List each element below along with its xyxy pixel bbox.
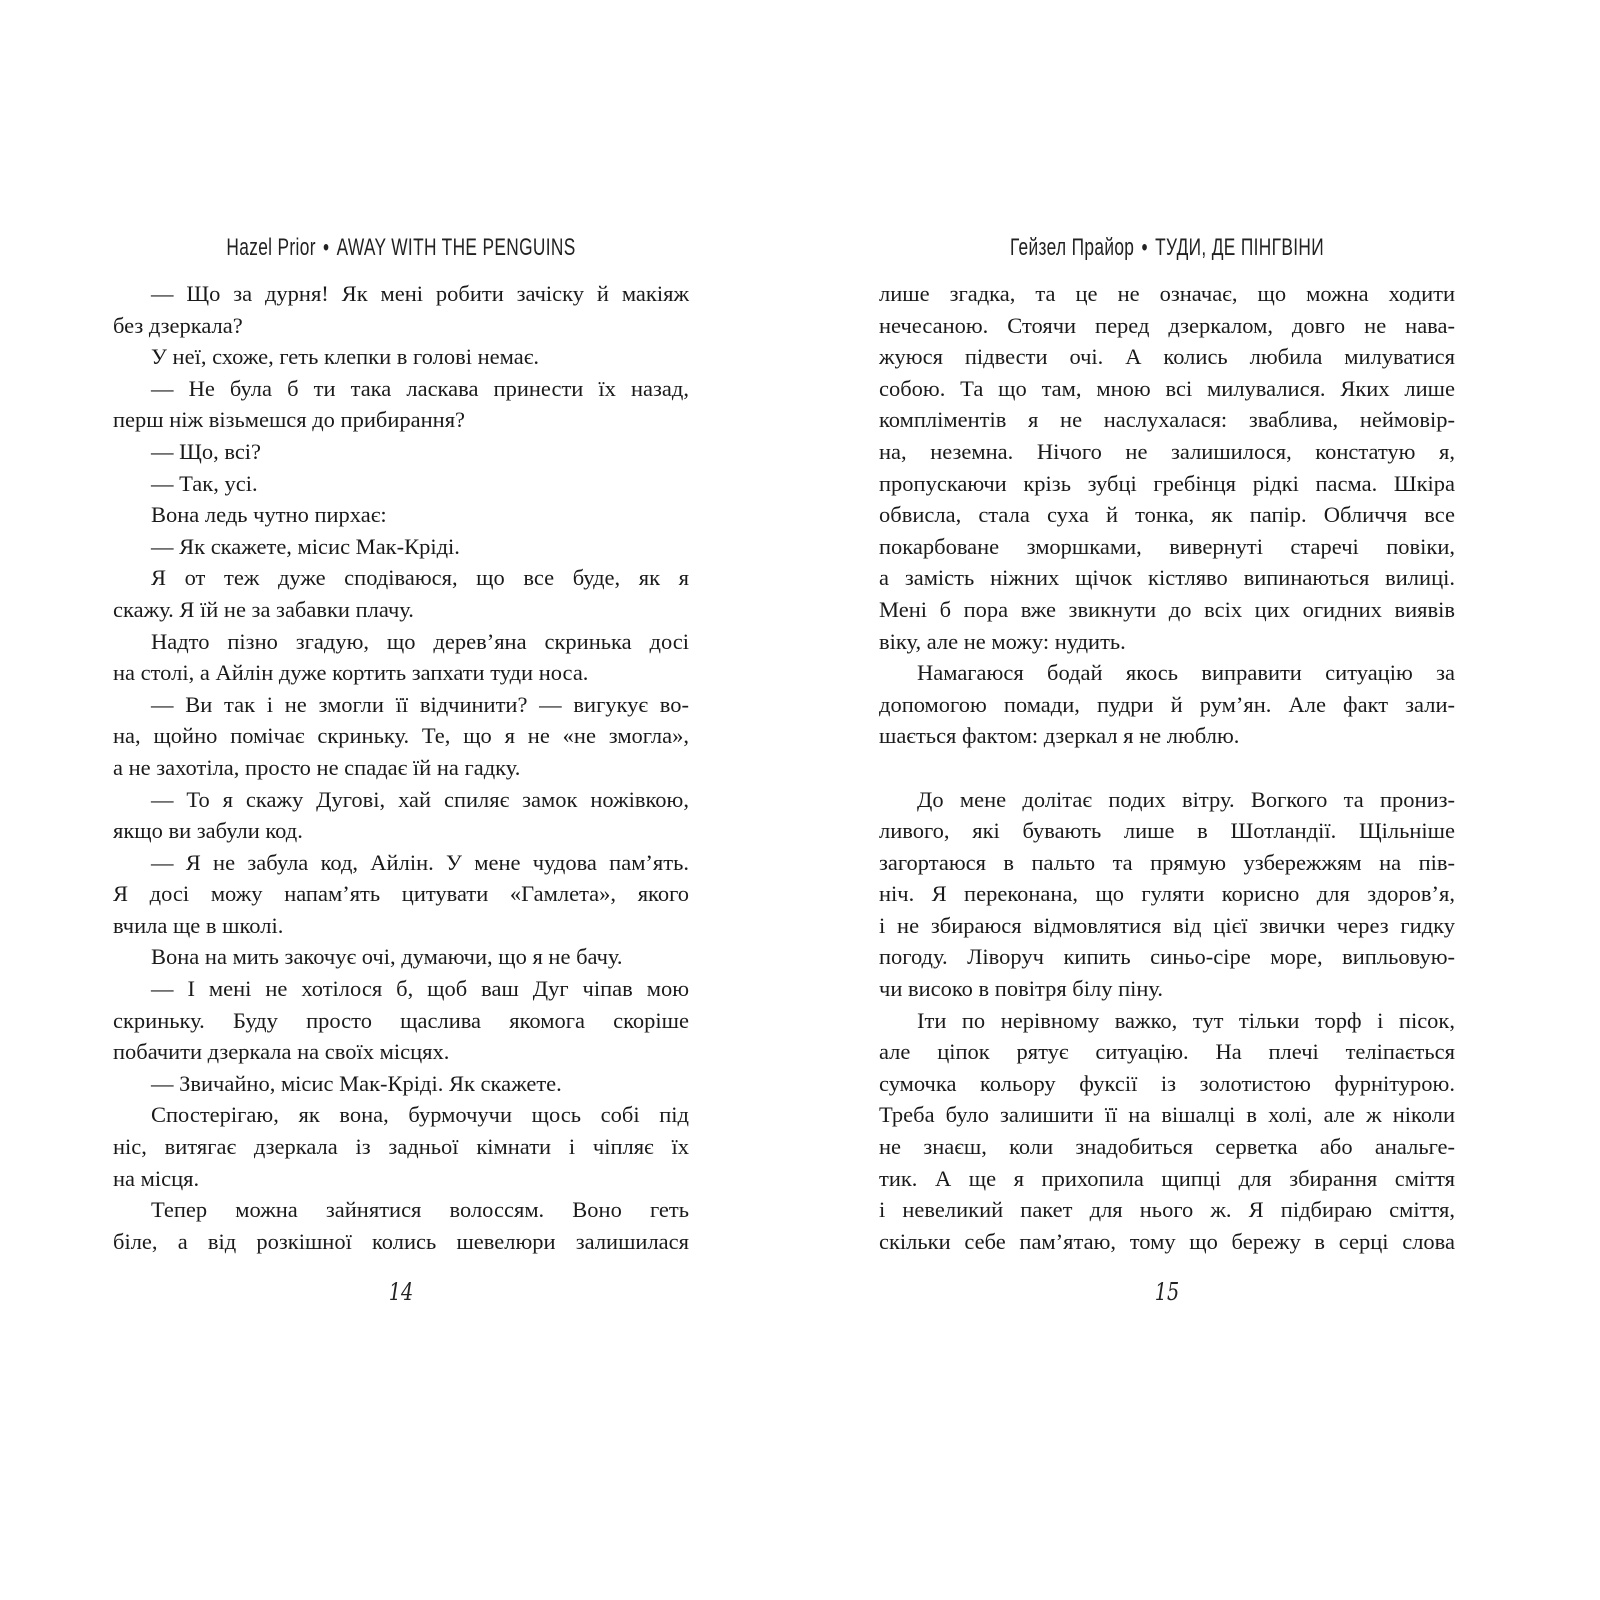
text-line: на столі, а Айлін дуже кортить запхати туди носа. bbox=[113, 660, 589, 686]
text-line: — Що, всі? bbox=[151, 438, 262, 464]
header-separator: • bbox=[1141, 234, 1148, 261]
text-line: а замість ніжних щічок кістляво випинаються вилиці. bbox=[879, 565, 1455, 591]
text-line: ніс, витягає дзеркала із задньої кімнати і чіпляє їх bbox=[113, 1134, 689, 1160]
text-line: ніч. Я переконана, що гуляти корисно для здоров’я, bbox=[879, 881, 1455, 907]
page-number: 15 bbox=[1154, 1278, 1180, 1306]
text-line: Спостерігаю, як вона, бурмочучи щось собі під bbox=[151, 1102, 689, 1128]
page-number: 14 bbox=[388, 1278, 414, 1306]
text-line: віку, але не можу: нудить. bbox=[879, 628, 1126, 654]
left-page bbox=[113, 0, 689, 1600]
text-line: не знаєш, коли знадобиться серветка або анальге- bbox=[879, 1134, 1455, 1160]
text-line: чи високо в повітря білу піну. bbox=[879, 976, 1164, 1002]
text-line: на місця. bbox=[113, 1165, 200, 1191]
text-line: Тепер можна зайнятися волоссям. Воно геть bbox=[151, 1197, 689, 1223]
text-line: — І мені не хотілося б, щоб ваш Дуг чіпав мою bbox=[151, 976, 689, 1002]
text-line: жуюся підвести очі. А колись любила милуватися bbox=[879, 344, 1455, 370]
text-line: ливого, які бувають лише в Шотландії. Щільніше bbox=[879, 818, 1455, 844]
text-line: собою. Та що там, мною всі милувалися. Яких лише bbox=[879, 375, 1455, 401]
text-line: — Звичайно, місис Мак-Кріді. Як скажете. bbox=[151, 1070, 562, 1096]
text-line: — Не була б ти така ласкава принести їх назад, bbox=[151, 375, 689, 401]
text-line: — Так, усі. bbox=[151, 470, 258, 496]
header-title: AWAY WITH THE PENGUINS bbox=[336, 234, 576, 261]
header-title: ТУДИ, ДЕ ПІНГВІНИ bbox=[1155, 234, 1325, 261]
text-line: Я досі можу напам’ять цитувати «Гамлета», якого bbox=[113, 881, 689, 907]
header-separator: • bbox=[323, 234, 330, 261]
text-line: але ціпок рятує ситуацію. На плечі теліпається bbox=[879, 1039, 1455, 1065]
text-line: скажу. Я їй не за забавки плачу. bbox=[113, 596, 414, 622]
text-line: якщо ви забули код. bbox=[113, 818, 303, 844]
text-line: До мене долітає подих вітру. Вогкого та прониз- bbox=[917, 786, 1455, 812]
text-line: Я от теж дуже сподіваюся, що все буде, як я bbox=[151, 565, 689, 591]
text-line: — То я скажу Дугові, хай спиляє замок ножівкою, bbox=[151, 786, 689, 812]
text-line: скриньку. Буду просто щаслива якомога скоріше bbox=[113, 1007, 689, 1033]
text-line: а не захотіла, просто не спадає їй на гадку. bbox=[113, 754, 521, 780]
text-line: вчила ще в школі. bbox=[113, 912, 284, 938]
text-line: перш ніж візьмешся до прибирання? bbox=[113, 407, 466, 433]
text-line: покарбоване зморшками, вивернуті старечі повіки, bbox=[879, 533, 1455, 559]
text-line: Вона ледь чутно пирхає: bbox=[151, 502, 387, 528]
text-line: на, неземна. Нічого не залишилося, констатую я, bbox=[879, 438, 1455, 464]
text-line: Намагаюся бодай якось виправити ситуацію за bbox=[917, 660, 1455, 686]
text-line: лише згадка, та це не означає, що можна ходити bbox=[879, 281, 1455, 306]
text-line: сумочка кольору фуксії із золотистою фурнітурою. bbox=[879, 1070, 1455, 1096]
text-line: скільки себе пам’ятаю, тому що бережу в серці слова bbox=[879, 1228, 1455, 1254]
text-line: шається фактом: дзеркал я не люблю. bbox=[879, 723, 1240, 749]
running-header bbox=[960, 234, 1375, 262]
text-line: — Що за дурня! Як мені робити зачіску й макіяж bbox=[151, 281, 689, 306]
text-line: — Я не забула код, Айлін. У мене чудова пам’ять. bbox=[151, 849, 689, 875]
text-line: нечесаною. Стоячи перед дзеркалом, довго не нава- bbox=[879, 312, 1455, 338]
text-line: обвисла, стала суха й тонка, як папір. Обличчя все bbox=[879, 502, 1455, 528]
text-line: погоду. Ліворуч кипить синьо-сіре море, випльовую- bbox=[879, 944, 1455, 970]
header-author: Hazel Prior bbox=[226, 234, 316, 261]
text-line: без дзеркала? bbox=[113, 312, 243, 338]
text-line: побачити дзеркала на своїх місцях. bbox=[113, 1039, 450, 1065]
text-line: Треба було залишити її на вішалці в холі, але ж ніколи bbox=[879, 1102, 1455, 1128]
body-text bbox=[879, 278, 1455, 1257]
text-line: Мені б пора вже звикнути до всіх цих огидних виявів bbox=[879, 596, 1455, 622]
header-author: Гейзел Прайор bbox=[1009, 234, 1135, 261]
text-line: Вона на мить закочує очі, думаючи, що я не бачу. bbox=[151, 944, 623, 970]
text-line: тик. А ще я прихопила щипці для збирання сміття bbox=[879, 1165, 1455, 1191]
text-line: Надто пізно згадую, що дерев’яна скринька досі bbox=[151, 628, 689, 654]
text-line: пропускаючи крізь зубці гребінця рідкі пасма. Шкіра bbox=[879, 470, 1455, 496]
text-line: У неї, схоже, геть клепки в голові немає. bbox=[151, 344, 539, 370]
text-line: — Ви так і не змогли її відчинити? — вигукує во- bbox=[151, 691, 689, 717]
text-line: — Як скажете, місис Мак-Кріді. bbox=[151, 533, 460, 559]
text-line: біле, а від розкішної колись шевелюри залишилася bbox=[113, 1228, 689, 1254]
text-line: допомогою помади, пудри й рум’ян. Але факт зали- bbox=[879, 691, 1455, 717]
text-line: і невеликий пакет для нього ж. Я підбираю сміття, bbox=[879, 1197, 1455, 1223]
right-page bbox=[879, 0, 1455, 1600]
body-text bbox=[113, 278, 689, 1257]
running-header bbox=[194, 234, 609, 262]
text-line: і не збираюся відмовлятися від цієї звички через гидку bbox=[879, 912, 1455, 938]
text-line: компліментів я не наслухалася: зваблива, неймовір- bbox=[879, 407, 1455, 433]
text-line: загортаюся в пальто та прямую узбережжям на пів- bbox=[879, 849, 1455, 875]
text-line: Іти по нерівному важко, тут тільки торф і пісок, bbox=[917, 1007, 1455, 1033]
text-line: на, щойно помічає скриньку. Те, що я не «не змогла», bbox=[113, 723, 689, 749]
text-line bbox=[879, 752, 1455, 784]
